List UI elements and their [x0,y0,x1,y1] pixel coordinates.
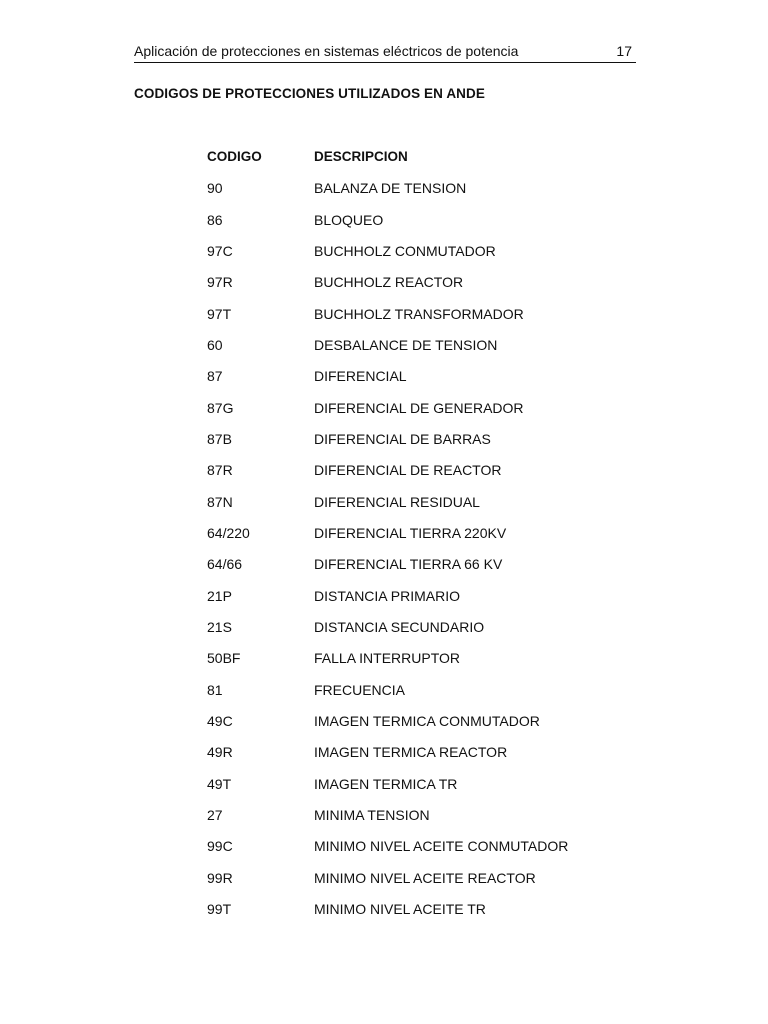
protection-code: 99R [207,869,233,886]
protection-description: BUCHHOLZ CONMUTADOR [314,242,496,259]
protection-description: DESBALANCE DE TENSION [314,336,498,353]
table-row [207,335,627,366]
table-row [207,492,627,523]
protection-description: DIFERENCIAL [314,368,407,385]
protection-code: 99C [207,838,233,855]
protection-code: 86 [207,211,223,228]
table-header-row [207,147,627,178]
protection-description: DIFERENCIAL DE GENERADOR [314,399,524,416]
protection-code: 97C [207,242,233,259]
table-row [207,586,627,617]
table-row [207,241,627,272]
protection-code: 27 [207,806,223,823]
protection-description: IMAGEN TERMICA TR [314,775,458,792]
table-row [207,805,627,836]
table-row [207,836,627,867]
protection-description: IMAGEN TERMICA CONMUTADOR [314,712,540,729]
column-header-description: DESCRIPCION [314,149,408,164]
protection-description: MINIMO NIVEL ACEITE REACTOR [314,869,536,886]
protection-code: 21S [207,618,232,635]
protection-code: 97T [207,305,232,322]
protection-code: 97R [207,274,233,291]
table-row [207,398,627,429]
table-row [207,429,627,460]
protection-description: DIFERENCIAL TIERRA 220KV [314,524,507,541]
protection-code: 87B [207,430,232,447]
table-row [207,648,627,679]
protection-code: 21P [207,587,232,604]
protection-description: FALLA INTERRUPTOR [314,650,461,667]
protection-code: 49R [207,744,233,761]
table-row [207,554,627,585]
protection-code: 50BF [207,650,241,667]
protection-description: MINIMO NIVEL ACEITE TR [314,900,486,917]
table-row [207,711,627,742]
table-row [207,272,627,303]
page-header [134,42,636,63]
protection-code: 99T [207,900,232,917]
table-row [207,460,627,491]
protection-description: DIFERENCIAL DE BARRAS [314,430,491,447]
table-body [207,178,627,930]
page-number: 17 [616,43,632,59]
protection-code: 64/220 [207,524,250,541]
protection-description: IMAGEN TERMICA REACTOR [314,744,508,761]
protection-description: FRECUENCIA [314,681,406,698]
protection-code: 64/66 [207,556,243,573]
protection-codes-table [207,147,627,930]
protection-code: 81 [207,681,223,698]
table-row [207,210,627,241]
header-title: Aplicación de protecciones en sistemas eléctricos de potencia [134,43,519,59]
table-row [207,617,627,648]
protection-description: DISTANCIA PRIMARIO [314,587,460,604]
protection-description: BALANZA DE TENSION [314,180,467,197]
protection-description: BLOQUEO [314,211,384,228]
table-row [207,742,627,773]
protection-description: DIFERENCIAL TIERRA 66 KV [314,556,503,573]
table-row [207,523,627,554]
table-row [207,774,627,805]
protection-description: MINIMA TENSION [314,806,430,823]
protection-description: DIFERENCIAL RESIDUAL [314,493,480,510]
section-title: CODIGOS DE PROTECCIONES UTILIZADOS EN ANDE [134,86,485,101]
table-row [207,899,627,930]
protection-description: DIFERENCIAL DE REACTOR [314,462,502,479]
protection-description: MINIMO NIVEL ACEITE CONMUTADOR [314,838,569,855]
protection-code: 87N [207,493,233,510]
protection-code: 60 [207,336,223,353]
column-header-code: CODIGO [207,149,262,164]
protection-code: 87 [207,368,223,385]
protection-code: 87R [207,462,233,479]
protection-description: BUCHHOLZ TRANSFORMADOR [314,305,524,322]
table-row [207,304,627,335]
table-row [207,366,627,397]
table-row [207,868,627,899]
table-row [207,178,627,209]
protection-code: 49T [207,775,232,792]
table-row [207,680,627,711]
protection-code: 87G [207,399,234,416]
protection-description: BUCHHOLZ REACTOR [314,274,464,291]
protection-code: 90 [207,180,223,197]
protection-code: 49C [207,712,233,729]
protection-description: DISTANCIA SECUNDARIO [314,618,485,635]
